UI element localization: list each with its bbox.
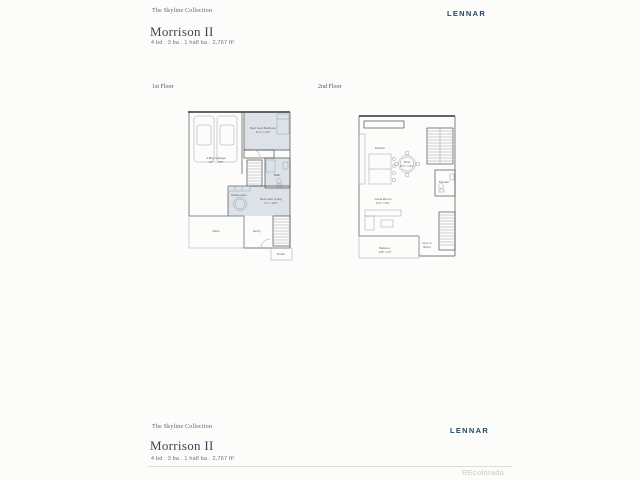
footer-collection-title: The Skyline Collection (152, 424, 213, 430)
lennar-logo: LENNAR (450, 426, 490, 435)
balcony-dims: 19'8" x 6'0" (378, 251, 392, 254)
closet (244, 150, 274, 158)
stool-icon (392, 171, 395, 174)
balcony-label: Balcony (379, 246, 391, 250)
dine-dims: 11'6" x 12'0" (399, 165, 415, 168)
door-arc (261, 239, 270, 248)
first-floor-plan (183, 108, 298, 264)
first-floor-label: 1st Floor (152, 84, 174, 90)
garage-dims: 19'7" x 19'5" (208, 161, 224, 164)
living-label: Next Gen Living (259, 197, 283, 201)
open-below-label: Below (423, 246, 431, 249)
stairs (273, 216, 290, 246)
bedroom-dims: 11'4" x 11'0" (255, 131, 271, 134)
bedroom-label: Next Gen Bedroom (249, 126, 277, 130)
sofa-icon (365, 210, 401, 230)
coffee-table-icon (381, 220, 393, 227)
header-plan-name: Morrison II (150, 24, 214, 39)
footer-plan-name: Morrison II (150, 438, 214, 453)
footer-divider (148, 466, 512, 467)
kitchen-fixtures (359, 121, 404, 184)
living-dims: 9'1" x 10'6" (264, 202, 278, 205)
patio-label: Patio (212, 229, 220, 233)
door-arc (253, 150, 260, 157)
stool-icon (392, 157, 395, 160)
great-room-dims: 14'5" x 18'1" (375, 202, 391, 205)
pantry-cabinets (364, 121, 404, 128)
stairs (439, 212, 455, 250)
lennar-logo: LENNAR (447, 9, 487, 18)
kitchenette-label: Kitchenette (231, 193, 247, 197)
powder-label: Powder (438, 180, 450, 184)
bath-label: Bath (273, 173, 281, 177)
next-gen-living-area (228, 186, 290, 216)
dine-label: Dine (403, 160, 411, 164)
toilet-icon (439, 184, 444, 189)
porch-label: Porch (276, 252, 286, 256)
second-floor-label: 2nd Floor (318, 84, 342, 90)
garage-label: 2-Bay Garage (206, 156, 226, 160)
second-floor-plan (355, 108, 459, 264)
entry-label: Entry (253, 229, 261, 233)
open-below-label: Open to (422, 242, 432, 245)
kitchen-label: Kitchen (374, 146, 386, 150)
header-plan-stats: 4 bd . 3 ba . 1 half ba . 2,767 ft² (151, 40, 235, 46)
recolorado-watermark: REcolorado (462, 468, 505, 477)
footer-plan-stats: 4 bd . 3 ba . 1 half ba . 2,767 ft² (151, 456, 235, 462)
sink-icon (450, 174, 454, 180)
kitchen-counter (359, 134, 365, 184)
header-collection-title: The Skyline Collection (152, 8, 213, 14)
dining-table-icon (394, 151, 420, 177)
stool-icon (392, 178, 395, 181)
stairs (427, 128, 453, 164)
great-room-label: Great Room (374, 197, 392, 201)
stairs (247, 160, 262, 186)
